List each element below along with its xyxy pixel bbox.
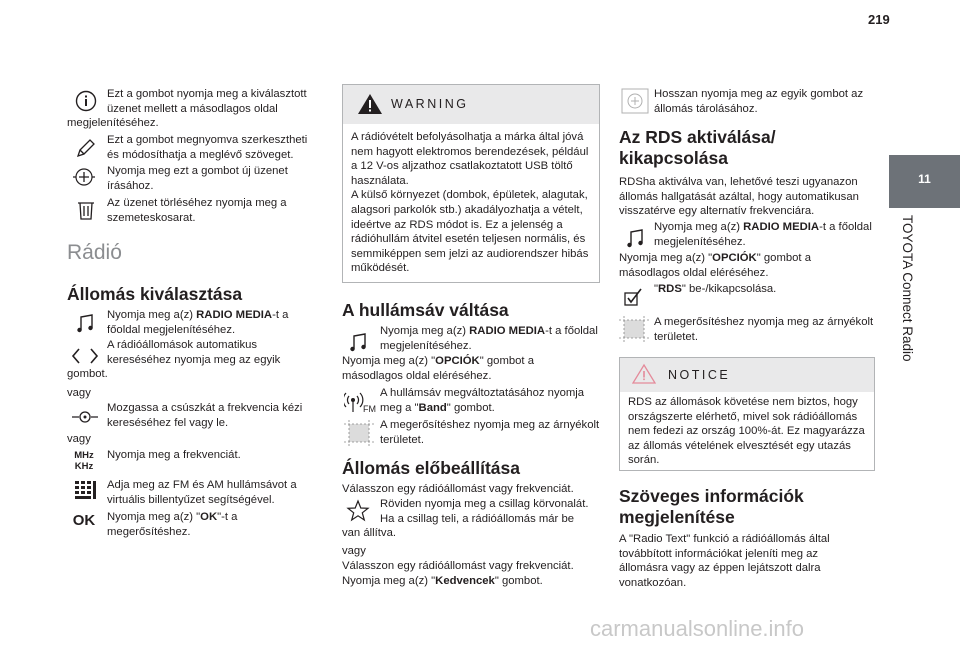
slider-text: Mozgassa a csúszkát a frekvencia kézi kereséséhez fel vagy le. [107, 402, 303, 429]
radio-media-text: Nyomja meg a(z) RADIO MEDIA-t a főoldal megjelenítéséhez. [107, 309, 289, 336]
keypad-icon [72, 478, 98, 507]
column-2 [342, 0, 602, 649]
music-note-icon [73, 312, 99, 339]
notice-body: RDS az állomások követése nem biztos, hogy országszerte elérhető, mivel sok rádióállomás nem fedezi az ország 100%-át. Ez magyarázza az állomás vételének elvesztését egy utazás során. [628, 396, 865, 467]
slider-tuner-icon [71, 407, 97, 432]
auto-search-text: A rádióállomások automatikus kereséséhez nyomja meg az egyik gombot. [67, 339, 281, 380]
ok-icon: OK [72, 512, 96, 529]
shaded-area-icon [619, 316, 645, 347]
warning-triangle-icon [357, 92, 383, 116]
rds-confirm-text: A megerősítéshez nyomja meg az árnyékolt területet. [654, 316, 874, 343]
rds-intro-text: RDSha aktiválva van, lehetővé teszi ugyanazon állomás hallgatását azáltal, hogy automatikusan visszatérve egy alternatív frekvenciára. [619, 176, 859, 217]
notice-title: NOTICE [668, 368, 731, 382]
frequency-text: Nyomja meg a frekvenciát. [107, 449, 241, 461]
preset-select-text-2: Válasszon egy rádióállomást vagy frekvenciát. [342, 560, 574, 572]
delete-text: Az üzenet törléséhez nyomja meg a szemeteskosarat. [107, 197, 287, 224]
chapter-title-vertical [900, 215, 923, 395]
heading-presets: Állomás előbeállítása [342, 458, 520, 478]
shaded-area-icon [344, 420, 370, 451]
ok-text: Nyomja meg a(z) "OK"-t a megerősítéshez. [107, 511, 238, 538]
rds-radio-media-text: Nyomja meg a(z) RADIO MEDIA-t a főoldal megjelenítéséhez. [654, 221, 872, 248]
new-message-text: Nyomja meg ezt a gombot új üzenet írásához. [107, 165, 288, 192]
checkbox-icon [621, 287, 647, 312]
info-text: Ezt a gombot nyomja meg a kiválasztott üzenet mellett a másodlagos oldal megjelenítéséhez. [67, 88, 307, 129]
band-confirm-text: A megerősítéshez nyomja meg az árnyékolt területet. [380, 419, 600, 446]
mhz-label: MHz [74, 450, 94, 461]
warning-box [342, 84, 600, 283]
mhz-khz-icon [71, 450, 97, 472]
heading-band-change: A hullámsáv váltása [342, 300, 509, 320]
column-1 [67, 0, 327, 649]
edit-text: Ezt a gombot megnyomva szerkesztheti és módosíthatja a meglévő szöveget. [107, 134, 308, 161]
heading-text-info: Szöveges információk megjelenítése [619, 486, 804, 527]
save-station-icon [621, 88, 647, 119]
notice-box [619, 357, 875, 471]
notice-header [620, 358, 874, 392]
band-radio-media-text: Nyomja meg a(z) RADIO MEDIA-t a főoldal megjelenítéséhez. [380, 325, 598, 352]
preset-select-text: Válasszon egy rádióállomást vagy frekvenciát. [342, 483, 574, 495]
svg-text:FM: FM [363, 404, 376, 414]
watermark: carmanualsonline.info [590, 616, 805, 641]
warning-body: A rádióvételt befolyásolhatja a márka által jóvá nem hagyott elektromos berendezések, például a 12 V-os aljzathoz csatlakoztatott USB töltő használata. A külső környezet (dombok, épületek, alagutak, alagsori parkolók stb.) akadályozhatja a vételt, ideértve az RDS módot is. Ez a jelenség a rádióhullám átvitel esetén teljesen normális, és semmiképpen sem jelzi az audiorendszer hibás működését. [351, 131, 589, 275]
keypad-text: Adja meg az FM és AM hullámsávot a virtuális billentyűzet segítségével. [107, 479, 297, 506]
or-text-1: vagy [67, 387, 91, 399]
preset-favorites-text: Nyomja meg a(z) "Kedvencek" gombot. [342, 575, 543, 587]
warning-title: WARNING [391, 97, 469, 111]
rds-options-text: Nyomja meg a(z) "OPCIÓK" gombot a másodlagos oldal eléréséhez. [619, 252, 811, 279]
or-text-2: vagy [67, 433, 91, 445]
section-title-radio: Rádió [67, 241, 122, 264]
music-note-icon [623, 227, 649, 254]
notice-triangle-icon [632, 363, 656, 385]
khz-label: KHz [74, 461, 94, 472]
page-number: 219 [868, 12, 890, 27]
band-options-text: Nyomja meg a(z) "OPCIÓK" gombot a másodlagos oldal eléréséhez. [342, 355, 534, 382]
text-info-body: A "Radio Text" funkció a rádióállomás által továbbított információkat jeleníti meg az állomásra vagy az éppen lejátszott dalra vonatkozóan. [619, 533, 830, 589]
band-fm-text: A hullámsáv megváltoztatásához nyomja meg a "Band" gombot. [380, 387, 585, 414]
or-text-3: vagy [342, 545, 366, 557]
new-message-icon [71, 166, 97, 193]
hold-save-text: Hosszan nyomja meg az egyik gombot az állomás tárolásához. [654, 88, 864, 115]
trash-icon [73, 199, 99, 226]
chapter-number: 11 [918, 172, 931, 186]
rds-toggle-text: "RDS" be-/kikapcsolása. [654, 283, 777, 295]
fm-band-icon [344, 390, 376, 419]
heading-rds: Az RDS aktiválása/ kikapcsolása [619, 127, 776, 168]
heading-station-select: Állomás kiválasztása [67, 284, 243, 304]
warning-header [343, 85, 599, 124]
column-3 [619, 0, 879, 649]
preset-star-text: Röviden nyomja meg a csillag körvonalát. Ha a csillag teli, a rádióállomás már be van állítva. [342, 498, 589, 539]
chapter-tab [889, 155, 960, 208]
chapter-title: TOYOTA Connect Radio [900, 215, 915, 362]
edit-pencil-icon [73, 137, 99, 164]
